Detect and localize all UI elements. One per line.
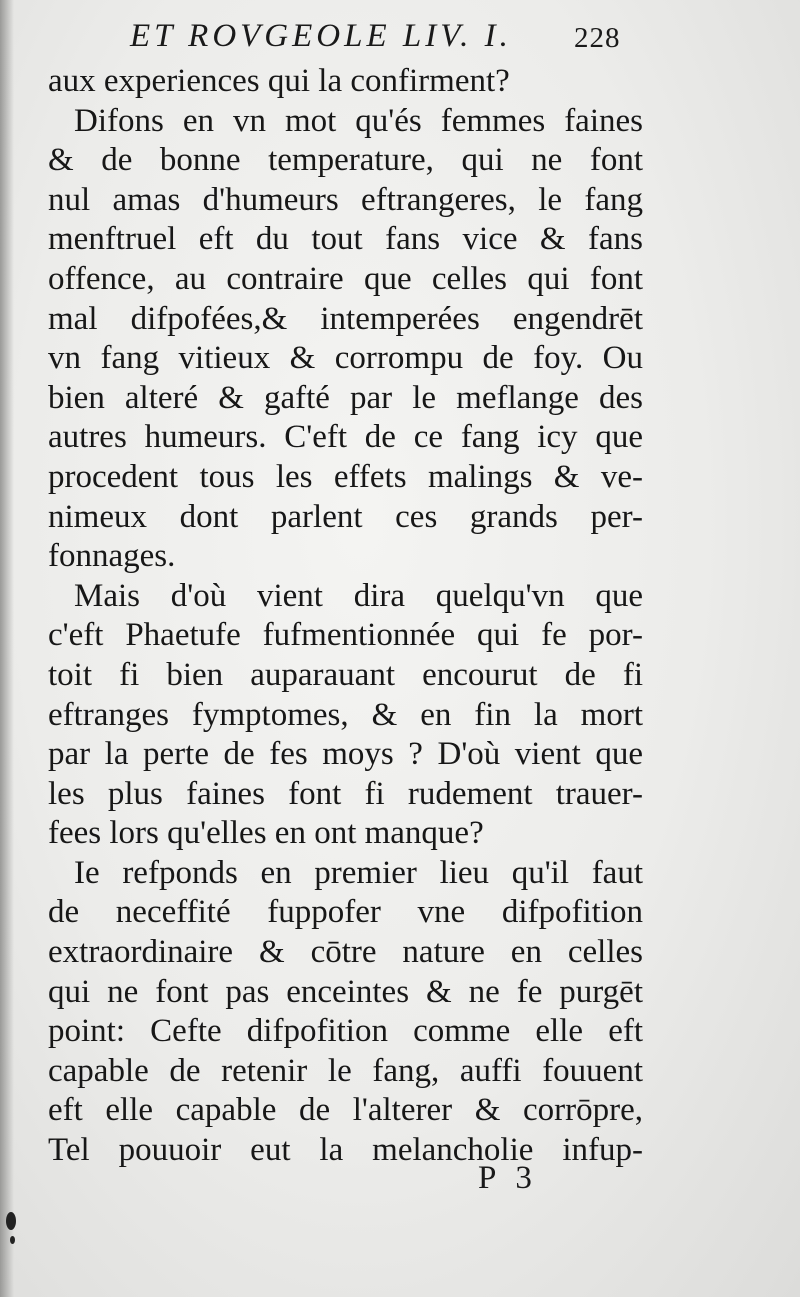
page-number: 228 [574, 22, 621, 54]
text-line: & de bonne temperature, qui ne font [48, 142, 643, 179]
text-line: Tel pouuoir eut la melancholie infup- [48, 1132, 643, 1169]
text-line: fonnages. [48, 538, 176, 575]
text-line: de neceffité fuppofer vne difpofition [48, 894, 643, 931]
ink-speck [6, 1212, 16, 1230]
text-line: extraordinaire & cōtre nature en celles [48, 934, 643, 971]
text-line: qui ne font pas enceintes & ne fe purgēt [48, 973, 643, 1010]
text-line: mal difpofées,& intemperées engendrēt [48, 300, 643, 337]
text-line: nimeux dont parlent ces grands per- [48, 498, 643, 535]
text-line: Ie refponds en premier lieu qu'il faut [74, 854, 643, 891]
page-gutter-shadow [0, 0, 14, 1297]
text-line: menftruel eft du tout fans vice & fans [48, 221, 643, 258]
text-line: les plus faines font fi rudement trauer- [48, 775, 643, 812]
page-header [0, 14, 800, 62]
text-line: bien alteré & gafté par le meflange des [48, 379, 643, 416]
text-line: fees lors qu'elles en ont manque? [48, 815, 484, 852]
signature-mark: P 3 [478, 1160, 538, 1196]
text-line: toit fi bien auparauant encourut de fi [48, 656, 643, 693]
text-line: nul amas d'humeurs eftrangeres, le fang [48, 181, 643, 218]
text-line: vn fang vitieux & corrompu de foy. Ou [48, 340, 643, 377]
running-head: ET ROVGEOLE LIV. I. [130, 18, 512, 54]
text-line: procedent tous les effets malings & ve- [48, 458, 643, 495]
text-line: capable de retenir le fang, auffi fouuent [48, 1052, 643, 1089]
body-text [48, 62, 643, 1171]
text-line: Mais d'où vient dira quelqu'vn que [74, 577, 643, 614]
text-line: c'eft Phaetufe fufmentionnée qui fe por- [48, 617, 643, 654]
text-line: par la perte de fes moys ? D'où vient que [48, 736, 643, 773]
ink-speck [10, 1236, 15, 1244]
text-line: point: Cefte difpofition comme elle eft [48, 1013, 643, 1050]
text-line: autres humeurs. C'eft de ce fang icy que [48, 419, 643, 456]
text-line: aux experiences qui la confirment? [48, 63, 510, 99]
text-line: offence, au contraire que celles qui font [48, 260, 643, 297]
text-line: Difons en vn mot qu'és femmes faines [74, 102, 643, 139]
text-line: eft elle capable de l'alterer & corrōpre, [48, 1092, 643, 1129]
text-line: eftranges fymptomes, & en fin la mort [48, 696, 643, 733]
